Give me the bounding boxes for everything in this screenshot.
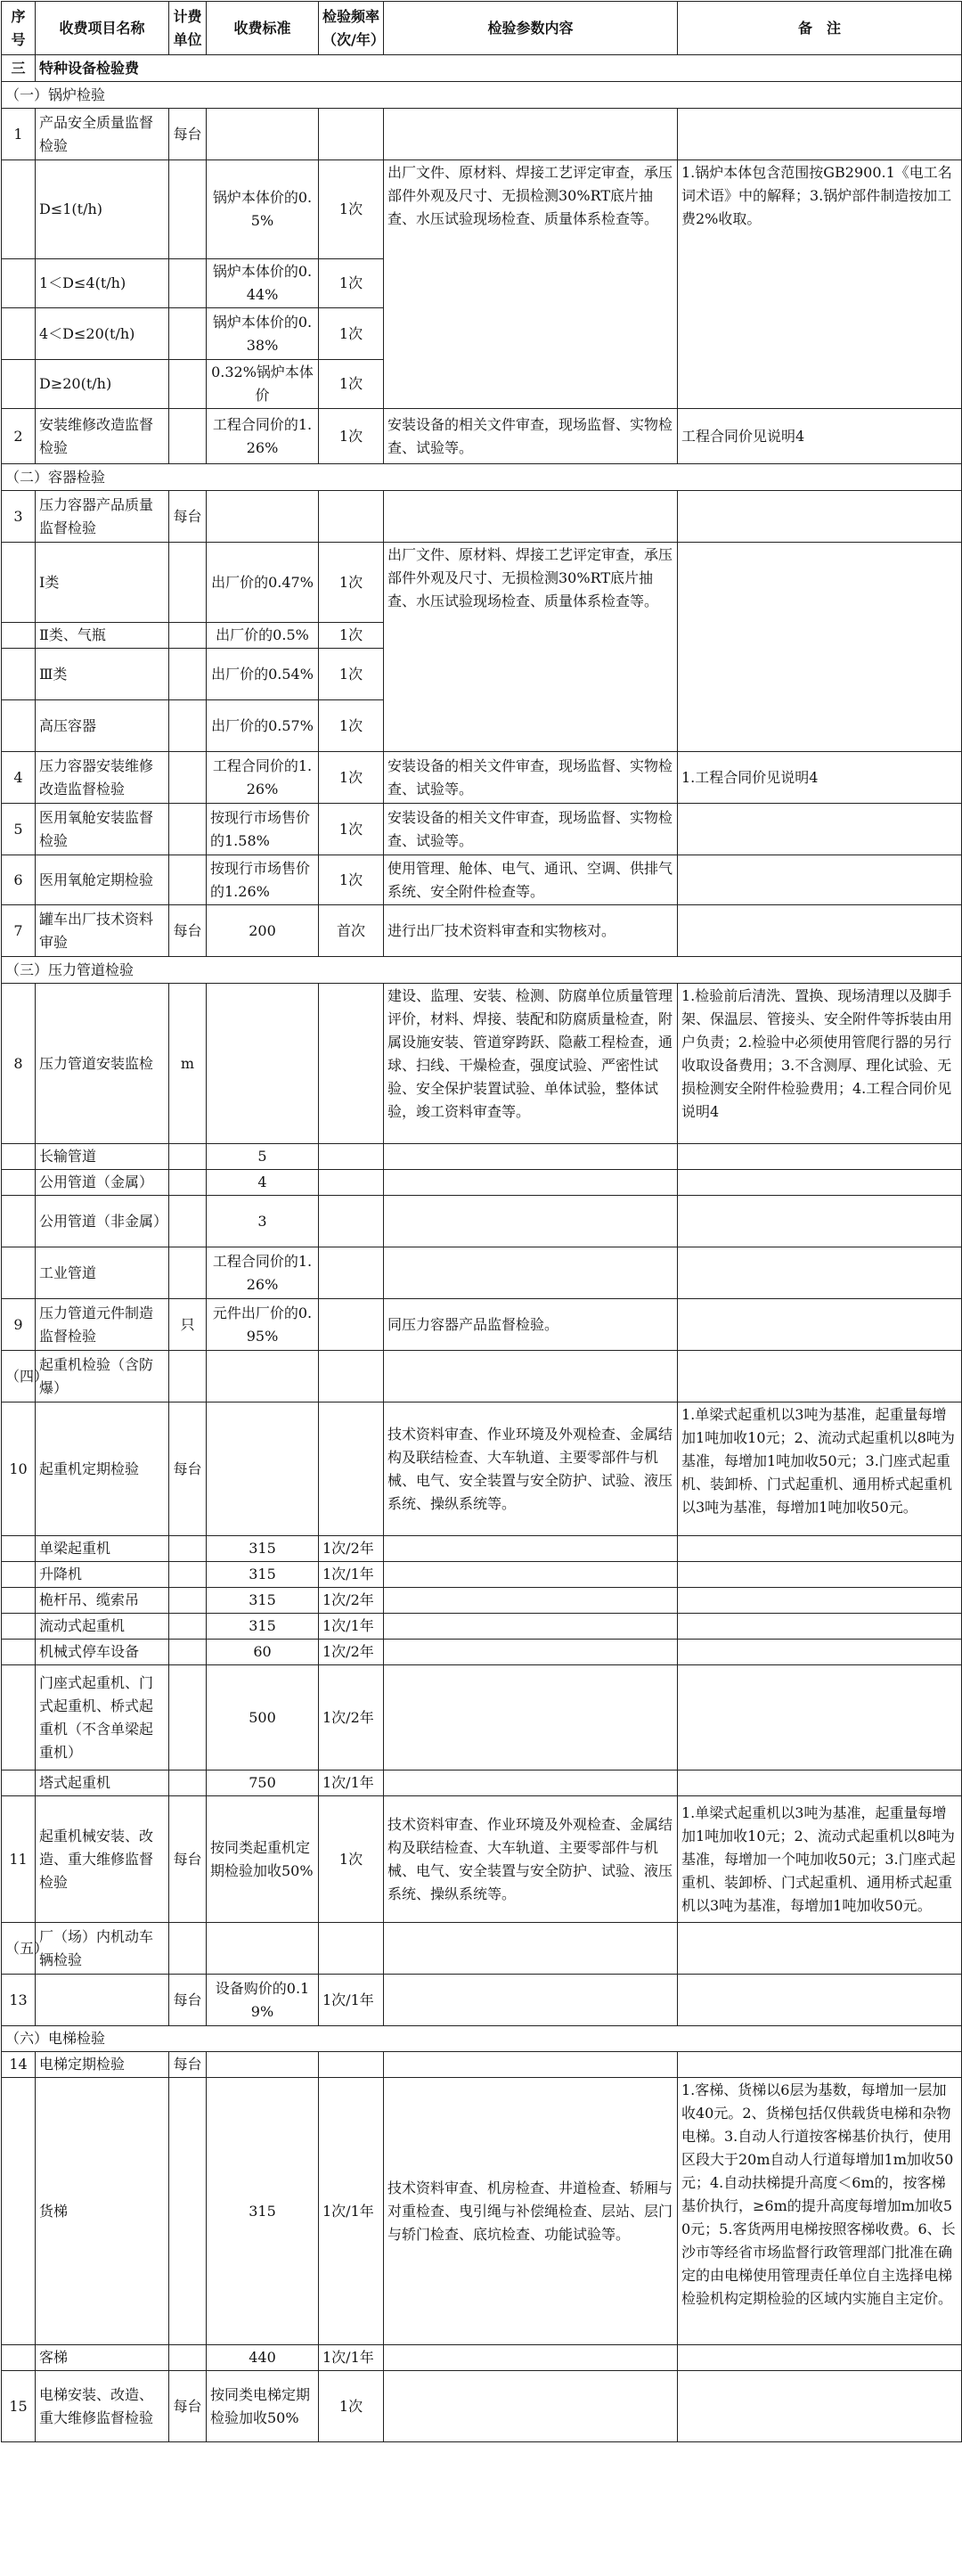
frequency-cell: 1次 [319,804,384,855]
remark-cell [678,1614,962,1640]
content-cell: 技术资料审查、作业环境及外观检查、金属结构及联结检查、大车轨道、主要零部件与机械、电气、安全装置与安全防护、试验、液压系统、操纵系统等。 [384,1402,678,1536]
item-name-cell [36,1975,169,2026]
item-name-cell: 压力容器产品质量监督检验 [36,491,169,543]
remark-cell: 工程合同价见说明4 [678,409,962,464]
item-name-cell: 流动式起重机 [36,1614,169,1640]
header-inspection-frequency: 检验频率（次/年） [319,2,384,55]
table-row [2,109,962,160]
item-name-cell: 高压容器 [36,700,169,752]
frequency-cell [319,1351,384,1402]
frequency-cell [319,1923,384,1975]
frequency-cell: 1次 [319,160,384,259]
remark-cell [678,1170,962,1196]
remark-cell [678,1351,962,1402]
table-row [2,1562,962,1588]
serial-cell [2,700,36,752]
content-cell [384,2345,678,2371]
item-name-cell: 门座式起重机、门式起重机、桥式起重机（不含单梁起重机） [36,1665,169,1770]
fee-cell: 工程合同价的1.26% [207,752,319,804]
item-name-cell: 公用管道（金属） [36,1170,169,1196]
table-row [2,1170,962,1196]
serial-cell [2,2345,36,2371]
content-cell [384,2052,678,2078]
fee-cell: 200 [207,905,319,957]
section-heading-cell: （六）电梯检验 [2,2026,962,2052]
unit-cell [169,360,207,409]
table-row [2,1247,962,1299]
remark-cell [678,2052,962,2078]
fee-cell: 315 [207,2078,319,2345]
frequency-cell: 1次/1年 [319,1975,384,2026]
serial-cell: 14 [2,2052,36,2078]
table-row [2,2345,962,2371]
frequency-cell [319,1299,384,1351]
fee-cell: 出厂价的0.54% [207,649,319,700]
table-row [2,1923,962,1975]
frequency-cell: 1次 [319,700,384,752]
item-name-cell: 压力管道元件制造监督检验 [36,1299,169,1351]
fee-cell [207,109,319,160]
fee-cell: 315 [207,1562,319,1588]
item-name-cell: 安装维修改造监督检验 [36,409,169,464]
unit-cell [169,804,207,855]
unit-cell [169,1770,207,1796]
serial-cell: 4 [2,752,36,804]
fee-cell: 出厂价的0.47% [207,543,319,623]
table-row [2,2371,962,2442]
unit-cell: 每台 [169,109,207,160]
unit-cell [169,2345,207,2371]
serial-cell [2,259,36,308]
serial-cell [2,308,36,360]
item-name-cell: 起重机定期检验 [36,1402,169,1536]
frequency-cell: 1次/1年 [319,1562,384,1588]
frequency-cell [319,1402,384,1536]
unit-cell [169,259,207,308]
remark-cell: 1.检验前后清洗、置换、现场清理以及脚手架、保温层、管接头、安全附件等拆装由用户负责；2.检验中必须使用管爬行器的另行收取设备费用；3.不含测厚、理化试验、无损检测安全附件检验费用；4.工程合同价见说明4 [678,984,962,1144]
frequency-cell: 1次/2年 [319,1536,384,1562]
content-cell: 同压力容器产品监督检验。 [384,1299,678,1351]
fee-cell: 4 [207,1170,319,1196]
frequency-cell: 1次/1年 [319,1614,384,1640]
unit-cell: 每台 [169,2371,207,2442]
content-cell [384,1144,678,1170]
unit-cell [169,1640,207,1665]
serial-cell [2,1170,36,1196]
frequency-cell: 1次/2年 [319,1588,384,1614]
content-cell: 建设、监理、安装、检测、防腐单位质量管理评价，材料、焊接、装配和防腐质量检查，附属设施安装、管道穿跨跃、隐蔽工程检查，通球、扫线、干燥检查，强度试验、严密性试验、安全保护装置试验、单体试验，整体试验，竣工资料审查等。 [384,984,678,1144]
fee-cell: 315 [207,1588,319,1614]
fee-cell [207,1351,319,1402]
unit-cell: 每台 [169,1796,207,1923]
header-billing-unit: 计费单位 [169,2,207,55]
serial-cell [2,623,36,649]
unit-cell: 每台 [169,2052,207,2078]
unit-cell [169,855,207,905]
unit-cell [169,752,207,804]
table-row [2,491,962,543]
item-name-cell: 工业管道 [36,1247,169,1299]
content-cell: 技术资料审查、机房检查、井道检查、轿厢与对重检查、曳引绳与补偿绳检查、层站、层门与轿门检查、底坑检查、功能试验等。 [384,2078,678,2345]
remark-cell [678,1299,962,1351]
table-row [2,1196,962,1247]
table-row [2,55,962,82]
table-row [2,543,962,623]
table-row [2,1665,962,1770]
frequency-cell [319,491,384,543]
item-name-cell: 医用氧舱安装监督检验 [36,804,169,855]
item-name-cell: 塔式起重机 [36,1770,169,1796]
frequency-cell: 1次/1年 [319,1770,384,1796]
table-row [2,2052,962,2078]
unit-cell [169,1351,207,1402]
unit-cell: 每台 [169,1402,207,1536]
fee-cell: 0.32%锅炉本体价 [207,360,319,409]
frequency-cell [319,984,384,1144]
content-cell: 安装设备的相关文件审查，现场监督、实物检查、试验等。 [384,752,678,804]
table-row [2,1402,962,1536]
fee-cell: 出厂价的0.5% [207,623,319,649]
table-row [2,464,962,491]
content-cell [384,1247,678,1299]
unit-cell: m [169,984,207,1144]
serial-cell: 13 [2,1975,36,2026]
frequency-cell: 1次 [319,623,384,649]
unit-cell [169,1247,207,1299]
fee-cell: 440 [207,2345,319,2371]
table-row [2,905,962,957]
content-cell [384,1614,678,1640]
remark-cell [678,1923,962,1975]
serial-cell: 11 [2,1796,36,1923]
frequency-cell [319,109,384,160]
unit-cell [169,1196,207,1247]
content-cell [384,1562,678,1588]
content-cell [384,1640,678,1665]
serial-cell [2,1247,36,1299]
remark-cell [678,1665,962,1770]
serial-cell [2,1562,36,1588]
fee-cell: 锅炉本体价的0.5% [207,160,319,259]
serial-cell [2,2078,36,2345]
frequency-cell: 1次 [319,360,384,409]
item-name-cell: 机械式停车设备 [36,1640,169,1665]
item-name-cell: 货梯 [36,2078,169,2345]
content-cell: 出厂文件、原材料、焊接工艺评定审查，承压部件外观及尺寸、无损检测30%RT底片抽查、水压试验现场检查、质量体系检查等。 [384,160,678,409]
serial-cell [2,1770,36,1796]
serial-cell: 7 [2,905,36,957]
unit-cell [169,409,207,464]
fee-cell: 500 [207,1665,319,1770]
table-row [2,1588,962,1614]
frequency-cell: 首次 [319,905,384,957]
fee-cell: 315 [207,1614,319,1640]
section-heading-cell: （三）压力管道检验 [2,957,962,984]
item-name-cell: 桅杆吊、缆索吊 [36,1588,169,1614]
item-name-cell: 升降机 [36,1562,169,1588]
remark-cell [678,2371,962,2442]
fee-cell: 315 [207,1536,319,1562]
header-item-name: 收费项目名称 [36,2,169,55]
unit-cell [169,1144,207,1170]
fee-cell [207,984,319,1144]
content-cell: 进行出厂技术资料审查和实物核对。 [384,905,678,957]
serial-cell [2,1536,36,1562]
serial-cell: 15 [2,2371,36,2442]
serial-cell: （四） [2,1351,36,1402]
serial-cell [2,1196,36,1247]
fee-cell: 按同类电梯定期检验加收50% [207,2371,319,2442]
unit-cell [169,700,207,752]
frequency-cell: 1次/1年 [319,2078,384,2345]
frequency-cell: 1次 [319,1796,384,1923]
header-inspection-content: 检验参数内容 [384,2,678,55]
frequency-cell [319,1170,384,1196]
item-name-cell: 产品安全质量监督检验 [36,109,169,160]
frequency-cell: 1次 [319,308,384,360]
item-name-cell: 公用管道（非金属） [36,1196,169,1247]
serial-cell: 8 [2,984,36,1144]
fee-cell: 按同类起重机定期检验加收50% [207,1796,319,1923]
fee-cell: 元件出厂价的0.95% [207,1299,319,1351]
item-name-cell: 压力管道安装监检 [36,984,169,1144]
content-cell [384,1770,678,1796]
table-row [2,2026,962,2052]
frequency-cell [319,1247,384,1299]
serial-cell: 3 [2,491,36,543]
content-cell: 技术资料审查、作业环境及外观检查、金属结构及联结检查、大车轨道、主要零部件与机械、电气、安全装置与安全防护、试验、液压系统、操纵系统等。 [384,1796,678,1923]
serial-cell [2,160,36,259]
serial-cell: 1 [2,109,36,160]
remark-cell: 1.锅炉本体包含范围按GB2900.1《电工名词术语》中的解释；3.锅炉部件制造按加工费2%收取。 [678,160,962,409]
section-heading-cell: 特种设备检验费 [36,55,962,82]
table-row [2,957,962,984]
content-cell [384,1536,678,1562]
fee-cell: 设备购价的0.19% [207,1975,319,2026]
fee-cell: 60 [207,1640,319,1665]
unit-cell [169,1614,207,1640]
remark-cell [678,109,962,160]
serial-cell [2,1640,36,1665]
unit-cell [169,649,207,700]
unit-cell: 每台 [169,905,207,957]
frequency-cell: 1次 [319,259,384,308]
table-row [2,409,962,464]
item-name-cell: 电梯安装、改造、重大维修监督检验 [36,2371,169,2442]
frequency-cell: 1次/2年 [319,1640,384,1665]
item-name-cell: Ⅰ类 [36,543,169,623]
remark-cell [678,2345,962,2371]
table-row [2,82,962,109]
table-header [2,2,962,55]
fee-cell [207,1923,319,1975]
unit-cell [169,308,207,360]
frequency-cell: 1次 [319,409,384,464]
table-row [2,1796,962,1923]
content-cell [384,1923,678,1975]
table-row [2,1770,962,1796]
unit-cell [169,543,207,623]
content-cell [384,491,678,543]
fee-cell: 工程合同价的1.26% [207,1247,319,1299]
frequency-cell: 1次 [319,855,384,905]
table-row [2,804,962,855]
content-cell [384,1665,678,1770]
remark-cell: 1.客梯、货梯以6层为基数，每增加一层加收40元。2、货梯包括仅供载货电梯和杂物电梯。3.自动人行道按客梯基价执行，使用区段大于20m自动人行道每增加1m加收50元；4.自动扶梯提升高度＜6m的，按客梯基价执行，≥6m的提升高度每增加m加收50元；5.客货两用电梯按照客梯收费。6、长沙市等经省市场监督行政管理部门批准在确定的由电梯使用管理责任单位自主选择电梯检验机构定期检验的区域内实施自主定价。 [678,2078,962,2345]
item-name-cell: 厂（场）内机动车辆检验 [36,1923,169,1975]
content-cell: 出厂文件、原材料、焊接工艺评定审查，承压部件外观及尺寸、无损检测30%RT底片抽查、水压试验现场检查、质量体系检查等。 [384,543,678,752]
frequency-cell [319,1144,384,1170]
remark-cell [678,1562,962,1588]
content-cell [384,109,678,160]
remark-cell [678,855,962,905]
unit-cell [169,1562,207,1588]
content-cell [384,1196,678,1247]
item-name-cell: 医用氧舱定期检验 [36,855,169,905]
remark-cell [678,1640,962,1665]
frequency-cell: 1次/1年 [319,2345,384,2371]
item-name-cell: 1＜D≤4(t/h) [36,259,169,308]
remark-cell [678,1247,962,1299]
remark-cell [678,1144,962,1170]
unit-cell [169,160,207,259]
serial-cell: 10 [2,1402,36,1536]
unit-cell [169,1588,207,1614]
fee-cell: 3 [207,1196,319,1247]
unit-cell [169,623,207,649]
frequency-cell: 1次 [319,649,384,700]
fee-cell: 锅炉本体价的0.44% [207,259,319,308]
remark-cell [678,804,962,855]
serial-cell [2,1588,36,1614]
item-name-cell: 客梯 [36,2345,169,2371]
fee-cell [207,2052,319,2078]
item-name-cell: 电梯定期检验 [36,2052,169,2078]
fee-cell [207,1402,319,1536]
remark-cell: 1.工程合同价见说明4 [678,752,962,804]
table-row [2,984,962,1144]
serial-cell [2,1665,36,1770]
table-row [2,2078,962,2345]
unit-cell [169,1923,207,1975]
frequency-cell: 1次 [319,543,384,623]
content-cell [384,1170,678,1196]
unit-cell [169,2078,207,2345]
content-cell [384,1351,678,1402]
remark-cell [678,543,962,752]
header-remarks: 备 注 [678,2,962,55]
remark-cell [678,905,962,957]
fee-cell [207,491,319,543]
table-row [2,1536,962,1562]
table-row [2,1299,962,1351]
frequency-cell [319,2052,384,2078]
remark-cell [678,1588,962,1614]
serial-cell: 9 [2,1299,36,1351]
fee-cell: 按现行市场售价的1.26% [207,855,319,905]
fee-cell: 工程合同价的1.26% [207,409,319,464]
content-cell [384,2371,678,2442]
frequency-cell: 1次/2年 [319,1665,384,1770]
item-name-cell: 起重机械安装、改造、重大维修监督检验 [36,1796,169,1923]
unit-cell [169,1536,207,1562]
table-row [2,752,962,804]
serial-cell: 三 [2,55,36,82]
frequency-cell: 1次 [319,752,384,804]
section-heading-cell: （一）锅炉检验 [2,82,962,109]
remark-cell: 1.单梁式起重机以3吨为基准，起重量每增加1吨加收10元；2、流动式起重机以8吨为基准，每增加一个吨加收50元；3.门座式起重机、装卸桥、门式起重机、通用桥式起重机以3吨为基准，每增加1吨加收50元。 [678,1796,962,1923]
fee-cell: 750 [207,1770,319,1796]
table-row [2,1640,962,1665]
item-name-cell: 起重机检验（含防爆） [36,1351,169,1402]
fee-cell: 5 [207,1144,319,1170]
remark-cell [678,1196,962,1247]
serial-cell: （五） [2,1923,36,1975]
header-fee-standard: 收费标准 [207,2,319,55]
content-cell: 安装设备的相关文件审查，现场监督、实物检查、试验等。 [384,804,678,855]
item-name-cell: Ⅱ类、气瓶 [36,623,169,649]
table-row [2,160,962,259]
item-name-cell: Ⅲ类 [36,649,169,700]
serial-cell [2,360,36,409]
remark-cell: 1.单梁式起重机以3吨为基准，起重量每增加1吨加收10元；2、流动式起重机以8吨为基准，每增加1吨加收50元；3.门座式起重机、装卸桥、门式起重机、通用桥式起重机以3吨为基准，每增加1吨加收50元。 [678,1402,962,1536]
content-cell [384,1588,678,1614]
serial-cell: 2 [2,409,36,464]
header-serial-number: 序号 [2,2,36,55]
item-name-cell: 4＜D≤20(t/h) [36,308,169,360]
content-cell: 使用管理、舱体、电气、通讯、空调、供排气系统、安全附件检查等。 [384,855,678,905]
remark-cell [678,1536,962,1562]
table-body [2,55,962,2442]
serial-cell [2,543,36,623]
serial-cell: 5 [2,804,36,855]
frequency-cell: 1次 [319,2371,384,2442]
serial-cell [2,649,36,700]
unit-cell: 只 [169,1299,207,1351]
content-cell [384,1975,678,2026]
content-cell: 安装设备的相关文件审查，现场监督、实物检查、试验等。 [384,409,678,464]
fee-standard-table [1,1,962,2442]
unit-cell: 每台 [169,491,207,543]
unit-cell [169,1665,207,1770]
serial-cell [2,1144,36,1170]
unit-cell [169,1170,207,1196]
frequency-cell [319,1196,384,1247]
table-row [2,1144,962,1170]
item-name-cell: D≤1(t/h) [36,160,169,259]
item-name-cell: 长输管道 [36,1144,169,1170]
remark-cell [678,491,962,543]
remark-cell [678,1975,962,2026]
table-row [2,855,962,905]
item-name-cell: 单梁起重机 [36,1536,169,1562]
serial-cell [2,1614,36,1640]
unit-cell: 每台 [169,1975,207,2026]
serial-cell: 6 [2,855,36,905]
table-row [2,1614,962,1640]
item-name-cell: 罐车出厂技术资料审验 [36,905,169,957]
table-row [2,1975,962,2026]
fee-cell: 锅炉本体价的0.38% [207,308,319,360]
section-heading-cell: （二）容器检验 [2,464,962,491]
fee-cell: 出厂价的0.57% [207,700,319,752]
table-row [2,1351,962,1402]
fee-cell: 按现行市场售价的1.58% [207,804,319,855]
remark-cell [678,1770,962,1796]
item-name-cell: D≥20(t/h) [36,360,169,409]
item-name-cell: 压力容器安装维修改造监督检验 [36,752,169,804]
